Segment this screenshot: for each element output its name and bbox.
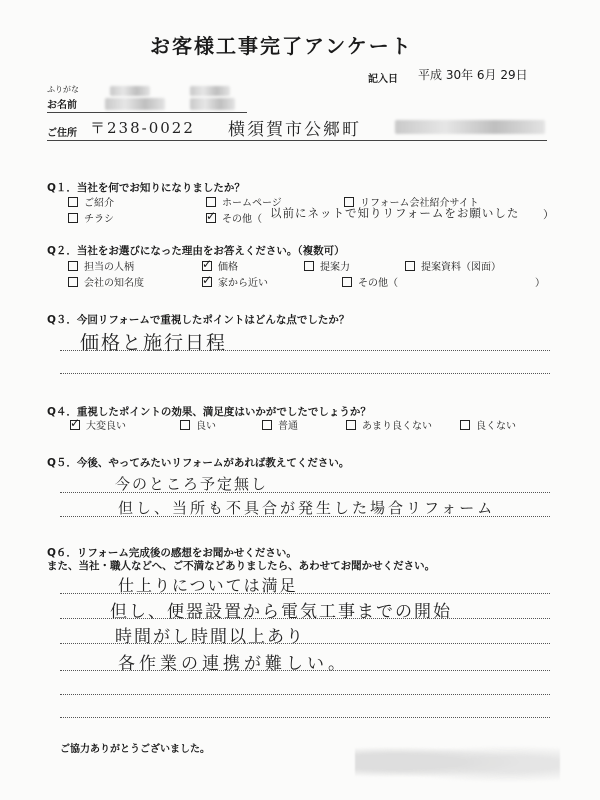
q2-option[interactable]: その他（ xyxy=(342,274,398,289)
q2-option[interactable]: 提案資料（図面） xyxy=(405,258,501,273)
q4-question: Q４．重視したポイントの効果、満足度はいかがでしたでしょうか？ xyxy=(47,406,371,418)
q3-answer-line-2 xyxy=(60,373,550,374)
checkbox-checked[interactable] xyxy=(202,277,212,287)
postal-code: 〒238-0022 xyxy=(90,119,195,137)
q2-option[interactable]: ✓ 家から近い xyxy=(202,274,268,289)
q4-option[interactable]: 良い xyxy=(180,417,216,432)
checkbox-checked[interactable] xyxy=(70,420,80,430)
checkbox[interactable] xyxy=(68,277,78,287)
q5-answer-1: 今のところ予定無し xyxy=(115,475,269,493)
address-underline xyxy=(47,140,547,141)
q1-option[interactable]: ホームページ xyxy=(206,194,282,209)
address-label: ご住所 xyxy=(47,128,77,139)
checkbox[interactable] xyxy=(405,261,415,271)
q4-option[interactable]: 良くない xyxy=(460,417,516,432)
q3-answer-line xyxy=(60,350,550,351)
checkbox-checked[interactable] xyxy=(206,213,216,223)
q1-close-paren: ） xyxy=(543,208,554,221)
date-value: 平成 30年 6月 29日 xyxy=(418,68,528,82)
q1-other-answer: 以前にネットで知りリフォームをお願いした xyxy=(270,206,520,220)
q4-option[interactable]: あまり良くない xyxy=(346,417,432,432)
checkbox[interactable] xyxy=(68,197,78,207)
q2-question: Q２．当社をお選びになった理由をお答えください。（複数可） xyxy=(47,245,345,257)
q4-option[interactable]: 普通 xyxy=(262,417,298,432)
q6-answer-4: 各作業の連携が難しい。 xyxy=(118,654,349,674)
redacted-furigana xyxy=(110,86,150,96)
name-label: お名前 xyxy=(47,100,77,111)
q6-answer-line-6 xyxy=(60,717,550,718)
checkbox[interactable] xyxy=(346,420,356,430)
q4-option[interactable]: ✓大変良い xyxy=(70,417,126,432)
q6-answer-1: 仕上りについては満足 xyxy=(118,576,298,595)
q6-question-line2: また、当社・職人などへ、ご不満などありましたら、あわせてお聞かせください。 xyxy=(47,560,436,572)
checkbox-checked[interactable] xyxy=(202,261,212,271)
q2-option[interactable]: ✓ 価格 xyxy=(202,258,238,273)
q6-question-line1: Q６．リフォーム完成後の感想をお聞かせください。 xyxy=(47,547,297,559)
q1-question: Q１．当社を何でお知りになりましたか？ xyxy=(47,182,245,194)
date-label: 記入日 xyxy=(368,74,398,85)
q1-option[interactable]: ご紹介 xyxy=(68,194,114,209)
q5-answer-line xyxy=(60,492,550,493)
q5-answer-line-2 xyxy=(60,516,550,517)
furigana-label: ふりがな xyxy=(47,85,79,94)
redacted-furigana-2 xyxy=(190,86,230,96)
name-underline xyxy=(47,112,247,113)
checkbox[interactable] xyxy=(68,261,78,271)
q6-answer-line xyxy=(60,593,550,594)
q2-option[interactable]: 担当の人柄 xyxy=(68,258,134,273)
redacted-address xyxy=(395,120,545,134)
address-text: 横須賀市公郷町 xyxy=(228,120,361,140)
q6-answer-line-4 xyxy=(60,670,550,671)
q5-question: Q５．今後、やってみたいリフォームがあれば教えてください。 xyxy=(47,457,350,469)
thanks-text: ご協力ありがとうございました。 xyxy=(60,744,210,755)
company-stamp xyxy=(355,742,560,782)
q2-option[interactable]: 提案力 xyxy=(304,258,350,273)
q1-option[interactable]: リフォーム会社紹介サイト xyxy=(344,194,479,209)
q6-answer-line-5 xyxy=(60,694,550,695)
checkbox[interactable] xyxy=(180,420,190,430)
q5-answer-2: 但し、当所も不具合が発生した場合リフォーム xyxy=(118,499,496,517)
q3-answer: 価格と施行日程 xyxy=(80,332,228,354)
checkbox[interactable] xyxy=(262,420,272,430)
q6-answer-line-2 xyxy=(60,618,550,619)
q6-answer-3: 時間がし時間以上あり xyxy=(115,627,305,647)
q1-option[interactable]: ✓ その他（ xyxy=(206,210,262,225)
q6-answer-2: 但し、便器設置から電気工事までの開始 xyxy=(110,602,452,622)
checkbox[interactable] xyxy=(342,277,352,287)
page-title: お客様工事完了アンケート xyxy=(150,34,413,58)
q3-question: Q３．今回リフォームで重視したポイントはどんな点でしたか？ xyxy=(47,314,350,326)
checkbox[interactable] xyxy=(206,197,216,207)
checkbox[interactable] xyxy=(460,420,470,430)
redacted-name xyxy=(105,98,165,110)
q6-answer-line-3 xyxy=(60,643,550,644)
checkbox[interactable] xyxy=(304,261,314,271)
q2-option[interactable]: 会社の知名度 xyxy=(68,274,144,289)
q2-close-paren: ） xyxy=(535,278,545,289)
checkbox[interactable] xyxy=(68,213,78,223)
q1-option[interactable]: チラシ xyxy=(68,210,114,225)
redacted-name-2 xyxy=(190,98,235,110)
